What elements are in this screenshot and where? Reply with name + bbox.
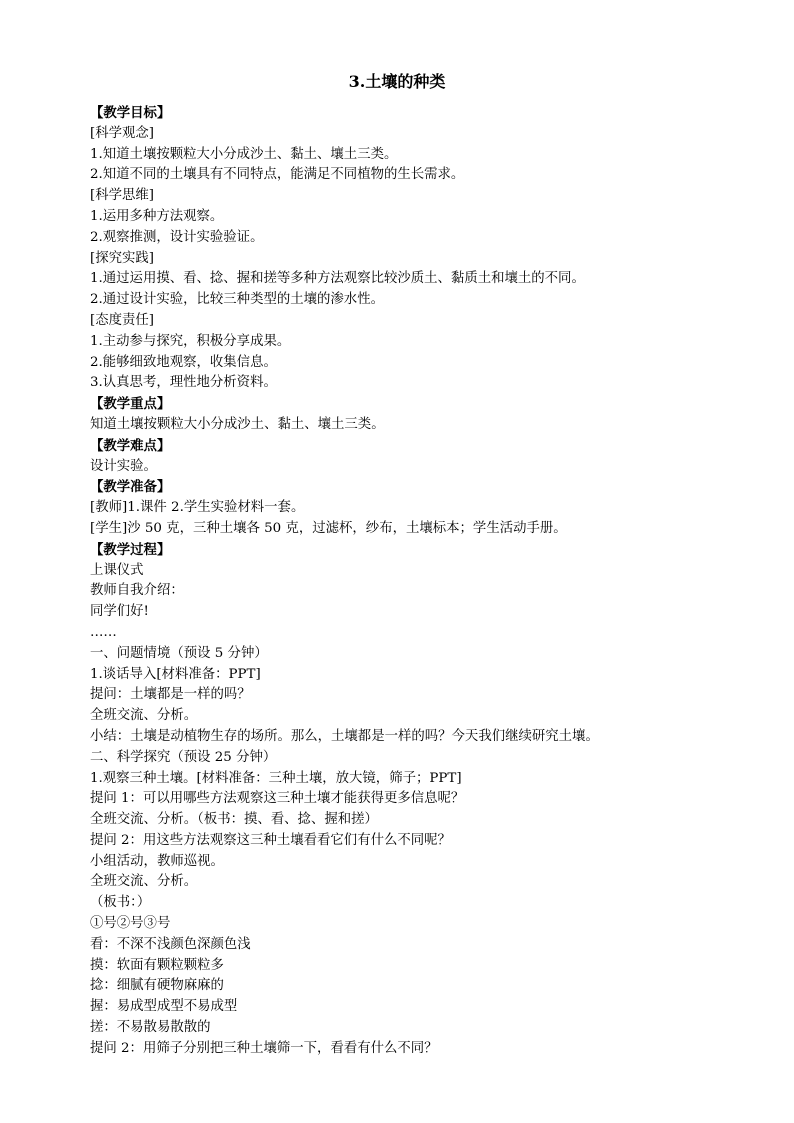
text-line: [科学思维] [90,188,155,204]
text-line: 提问 1：可以用哪些方法观察这三种土壤才能获得更多信息呢？ [90,791,465,807]
text-line: （板书：） [90,895,151,911]
text-line: 提问 2：用筛子分别把三种土壤筛一下，看看有什么不同？ [90,1040,438,1056]
text-line: 全班交流、分析。 [90,708,198,724]
text-line: 1.知道土壤按颗粒大小分成沙土、黏土、壤土三类。 [90,146,398,162]
text-line: 1.通过运用摸、看、捻、握和搓等多种方法观察比较沙质土、黏质土和壤土的不同。 [90,271,585,287]
text-line: 小结：土壤是动植物生存的场所。那么，土壤都是一样的吗？今天我们继续研究土壤。 [90,728,599,744]
section-heading: 【教学过程】 [90,541,171,558]
text-line: 提问 2：用这些方法观察这三种土壤看看它们有什么不同呢？ [90,832,451,848]
text-line: 摸：软面有颗粒颗粒多 [90,957,224,973]
text-line: 一、问题情境（预设 5 分钟） [90,645,268,661]
text-line: 全班交流、分析。 [90,874,198,890]
text-line: 2.观察推测，设计实验验证。 [90,229,264,245]
text-line: ①号②号③号 [90,916,171,932]
text-line: 小组活动，教师巡视。 [90,853,224,869]
section-heading: 【教学难点】 [90,437,171,454]
text-line: 1.主动参与探究，积极分享成果。 [90,333,291,349]
text-line: [科学观念] [90,125,155,141]
text-line: 1.观察三种土壤。[材料准备：三种土壤，放大镜，筛子；PPT] [90,770,462,786]
document-body [90,103,770,1060]
text-line: 设计实验。 [90,458,157,474]
text-line: 1.运用多种方法观察。 [90,208,224,224]
section-heading: 【教学目标】 [90,105,171,121]
text-line: 二、科学探究（预设 25 分钟） [90,749,277,765]
text-line: [探究实践] [90,250,155,266]
text-line: 2.能够细致地观察，收集信息。 [90,354,277,370]
text-line: 搓：不易散易散散的 [90,1020,211,1036]
text-line: 握：易成型成型不易成型 [90,999,238,1015]
text-line: 2.通过设计实验，比较三种类型的土壤的渗水性。 [90,292,384,308]
text-line: 2.知道不同的土壤具有不同特点，能满足不同植物的生长需求。 [90,167,465,183]
section-heading: 【教学准备】 [90,479,171,496]
text-line: [教师]1.课件 2.学生实验材料一套。 [90,500,305,516]
text-line: [态度责任] [90,312,155,328]
text-line: 全班交流、分析。（板书：摸、看、捻、握和搓） [90,812,378,828]
document-title: 3.土壤的种类 [348,72,446,91]
text-line: 3.认真思考，理性地分析资料。 [90,375,277,391]
section-heading: 【教学重点】 [90,396,171,413]
text-line: [学生]沙 50 克，三种土壤各 50 克，过滤杯，纱布，土壤标本；学生活动手册。 [90,520,567,536]
text-line: 同学们好! [90,604,149,620]
text-line: 捻：细腻有硬物麻麻的 [90,978,224,994]
text-line: 提问：土壤都是一样的吗？ [90,687,251,703]
text-line: 教师自我介绍： [90,583,184,599]
text-line: 1.谈话导入[材料准备：PPT] [90,666,261,682]
text-line: …… [90,624,117,640]
text-line: 上课仪式 [90,562,144,578]
text-line: 看：不深不浅颜色深颜色浅 [90,936,251,952]
text-line: 知道土壤按颗粒大小分成沙土、黏土、壤土三类。 [90,416,385,432]
